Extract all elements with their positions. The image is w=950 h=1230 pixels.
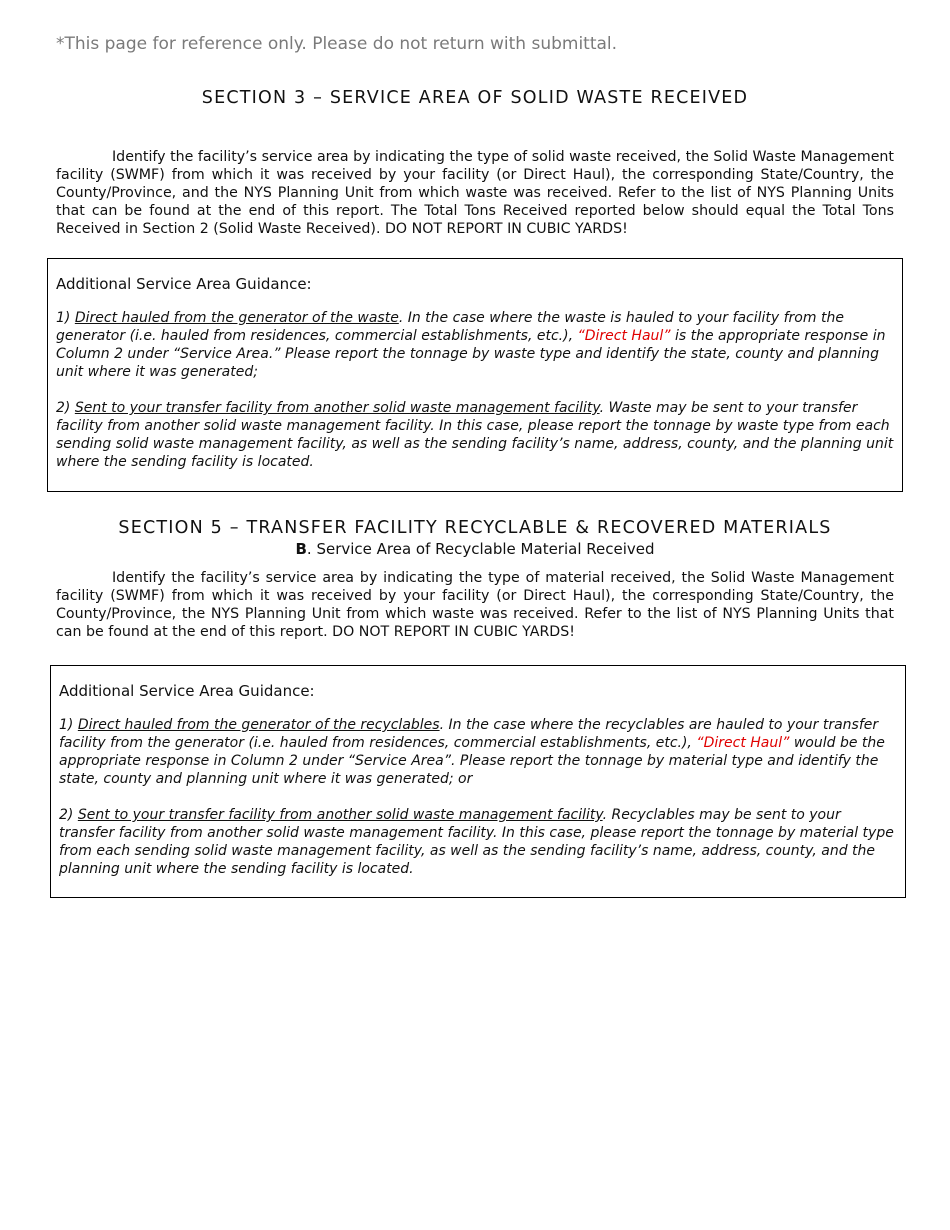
section3-title: SECTION 3 – SERVICE AREA OF SOLID WASTE RECEIVED (201, 88, 749, 108)
item-text: would be the appropriate response in Column 2 under “Service Area”. Please report the tonnage by material type and identify the state, county and planning unit where it was generated; or (59, 735, 885, 787)
section3-guidance-heading: Additional Service Area Guidance: (56, 275, 312, 293)
item-title: Sent to your transfer facility from another solid waste management facility (77, 807, 603, 823)
section5-guidance-item-2 (59, 806, 897, 878)
section3-intro: Identify the facility’s service area by indicating the type of solid waste received, the Solid Waste Management facility (SWMF) from which it was received by your facility (or Direct Haul), the corresponding State/Country, the County/Province, and the NYS Planning Unit from which waste was received. Refer to the list of NYS Planning Units that can be found at the end of this report. The Total Tons Received reported below should equal the Total Tons Received in Section 2 (Solid Waste Received). DO NOT REPORT IN CUBIC YARDS! (56, 149, 894, 237)
section5-intro: Identify the facility’s service area by indicating the type of material received, the Solid Waste Management facility (SWMF) from which it was received by your facility (or Direct Haul), the corresponding State/Country, the County/Province, the NYS Planning Unit from which waste was received. Refer to the list of NYS Planning Units that can be found at the end of this report. DO NOT REPORT IN CUBIC YARDS! (56, 570, 894, 640)
item-text: . Waste may be sent to your transfer facility from another solid waste management facility. In this case, please report the tonnage by waste type from each sending solid waste management facility, as well as the sending facility’s name, address, county, and the planning unit where the sending facility is located. (56, 400, 894, 470)
section5-subtitle (0, 540, 950, 558)
section5-guidance-heading: Additional Service Area Guidance: (59, 682, 315, 700)
item-title: Sent to your transfer facility from another solid waste management facility (74, 400, 600, 416)
subtitle-letter: B (295, 540, 307, 558)
section3-guidance-item-1 (56, 309, 894, 381)
item-number: 1) (56, 310, 75, 326)
item-text: . In the case where the waste is hauled to your facility from the generator (i.e. hauled from residences, commercial establishments, etc.), (56, 310, 844, 344)
item-number: 1) (59, 717, 78, 733)
section5-guidance-item-1 (59, 716, 897, 788)
section3-guidance-item-2 (56, 399, 894, 471)
subtitle-text: . Service Area of Recyclable Material Received (306, 540, 655, 558)
item-title: Direct hauled from the generator of the recyclables (77, 717, 440, 733)
item-text: is the appropriate response in Column 2 under “Service Area.” Please report the tonnage by waste type and identify the state, county and planning unit where it was generated; (56, 328, 886, 380)
section5-title: SECTION 5 – TRANSFER FACILITY RECYCLABLE & RECOVERED MATERIALS (118, 518, 832, 538)
direct-haul-highlight: “Direct Haul” (696, 735, 790, 751)
item-text: . In the case where the recyclables are hauled to your transfer facility from the generator (i.e. hauled from residences, commercial establishments, etc.), (59, 717, 879, 751)
item-title: Direct hauled from the generator of the waste (74, 310, 399, 326)
item-number: 2) (56, 400, 75, 416)
section3-guidance-box (47, 258, 903, 492)
reference-only-note: *This page for reference only. Please do not return with submittal. (56, 34, 618, 54)
item-number: 2) (59, 807, 78, 823)
direct-haul-highlight: “Direct Haul” (577, 328, 671, 344)
item-text: . Recyclables may be sent to your transfer facility from another solid waste management facility. In this case, please report the tonnage by material type from each sending solid waste management facility, as well as the sending facility’s name, address, county, and the planning unit where the sending facility is located. (59, 807, 894, 877)
section5-guidance-box (50, 665, 906, 898)
